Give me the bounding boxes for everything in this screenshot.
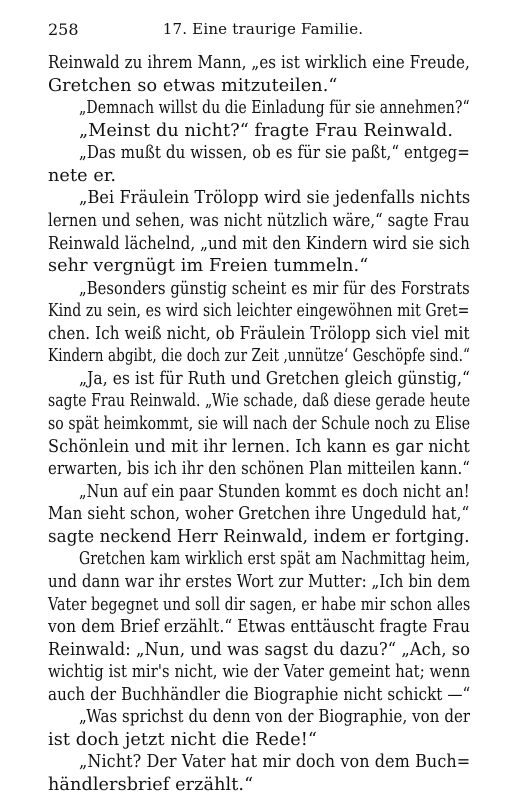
text-line: händlersbrief erzählt.“ xyxy=(48,775,254,795)
text-line: sagte Frau Reinwald. „Wie schade, daß diese gerade heute xyxy=(48,391,471,412)
text-line: sagte neckend Herr Reinwald, indem er fortging. xyxy=(48,526,470,547)
text-line: sehr vergnügt im Freien tummeln.“ xyxy=(48,256,369,277)
text-line: „Nun auf ein paar Stunden kommt es doch nicht an! xyxy=(79,481,470,502)
text-line: Schönlein und mit ihr lernen. Ich kann es gar nicht xyxy=(48,436,470,457)
text-line: „Demnach willst du die Einladung für sie annehmen?“ xyxy=(79,98,470,119)
text-line: „Ja, es ist für Ruth und Gretchen gleich günstig,“ xyxy=(79,368,470,389)
text-line: und dann war ihr erstes Wort zur Mutter: „Ich bin dem xyxy=(48,571,471,592)
running-title: 17. Eine traurige Familie. xyxy=(162,20,364,38)
text-line: Gretchen so etwas mitzuteilen.“ xyxy=(48,75,338,96)
text-line: „Das mußt du wissen, ob es für sie paßt,“ entgeg= xyxy=(79,143,470,164)
text-line: „Was sprichst du denn von der Biographie, von der xyxy=(79,707,471,728)
text-line: Vater begegnet und soll dir sagen, er habe mir schon alles xyxy=(48,594,471,615)
text-line: so spät heimkommt, sie will nach der Schule noch zu Elise xyxy=(48,414,471,434)
text-line: Reinwald zu ihrem Mann, „es ist wirklich eine Freude, xyxy=(48,53,470,73)
text-line: erwarten, bis ich ihr den schönen Plan mitteilen kann.“ xyxy=(48,459,470,480)
text-line: „Bei Fräulein Trölopp wird sie jedenfalls nichts xyxy=(79,188,471,209)
page-header xyxy=(48,20,468,44)
text-line: „Meinst du nicht?“ fragte Frau Reinwald. xyxy=(79,120,454,141)
text-line: auch der Buchhändler die Biographie nicht schickt —“ xyxy=(48,684,471,705)
text-line: chen. Ich weiß nicht, ob Fräulein Trölopp sich viel mit xyxy=(48,323,470,344)
text-line: Man sieht schon, woher Gretchen ihre Ungeduld hat,“ xyxy=(48,504,470,525)
text-line: lernen und sehen, was nicht nützlich wäre,“ sagte Frau xyxy=(48,210,470,231)
text-line: Reinwald lächelnd, „und mit den Kindern wird sie sich xyxy=(48,233,470,254)
text-line: ist doch jetzt nicht die Rede!“ xyxy=(48,729,318,750)
text-line: „Besonders günstig scheint es mir für des Forstrats xyxy=(79,278,470,299)
text-line: nete er. xyxy=(48,165,117,186)
text-line: „Nicht? Der Vater hat mir doch von dem Buch= xyxy=(79,752,471,773)
text-line: Reinwald: „Nun, und was sagst du dazu?“ „Ach, so xyxy=(48,639,471,660)
text-line: Kind zu sein, es wird sich leichter eingewöhnen mit Gret= xyxy=(48,301,470,322)
text-line: von dem Brief erzählt.“ Etwas enttäuscht fragte Frau xyxy=(48,617,470,638)
text-line: Gretchen kam wirklich erst spät am Nachmittag heim, xyxy=(79,549,471,570)
text-line: wichtig ist mir's nicht, wie der Vater gemeint hat; wenn xyxy=(48,662,471,683)
page-number: 258 xyxy=(48,20,79,39)
text-line: Kindern abgibt, die doch zur Zeit ‚unnütze‘ Geschöpfe sind.“ xyxy=(48,346,471,367)
